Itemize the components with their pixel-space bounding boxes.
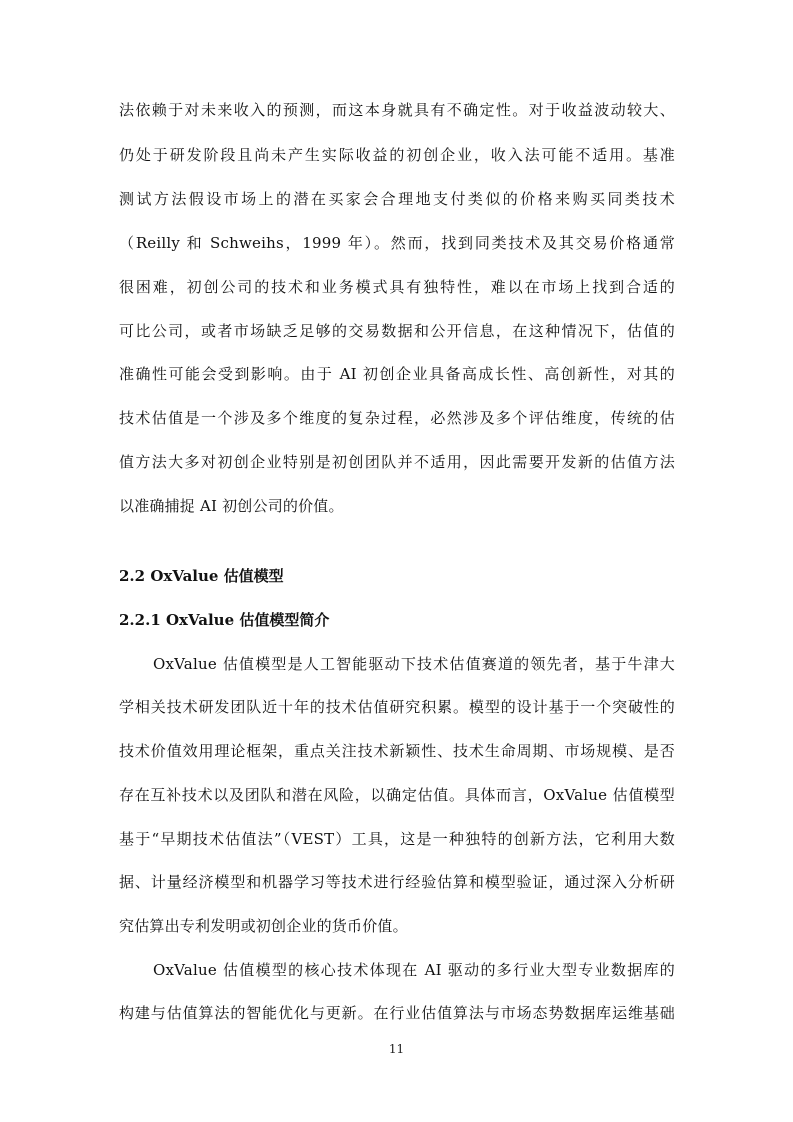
paragraph-2-line-4: 存在互补技术以及团队和潜在风险，以确定估值。具体而言，OxValue 估值模型 xyxy=(119,786,675,804)
paragraph-2-line-2: 学相关技术研发团队近十年的技术估值研究积累。模型的设计基于一个突破性的 xyxy=(119,698,675,716)
paragraph-2-line-1: OxValue 估值模型是人工智能驱动下技术估值赛道的领先者，基于牛津大 xyxy=(153,655,675,673)
paragraph-2-line-6: 据、计量经济模型和机器学习等技术进行经验估算和模型验证，通过深入分析研 xyxy=(119,873,675,891)
paragraph-1-line-10: 以准确捕捉 AI 初创公司的价值。 xyxy=(119,497,344,515)
paragraph-3-line-1: OxValue 估值模型的核心技术体现在 AI 驱动的多行业大型专业数据库的 xyxy=(153,961,675,979)
paragraph-1-line-3: 测试方法假设市场上的潜在买家会合理地支付类似的价格来购买同类技术 xyxy=(119,190,675,208)
section-heading: 2.2 OxValue 估值模型 xyxy=(119,567,284,585)
paragraph-1-line-4: （Reilly 和 Schweihs，1999 年）。然而，找到同类技术及其交易价格通常 xyxy=(119,234,675,252)
paragraph-1-line-8: 技术估值是一个涉及多个维度的复杂过程，必然涉及多个评估维度，传统的估 xyxy=(119,409,675,427)
paragraph-1-line-5: 很困难，初创公司的技术和业务模式具有独特性，难以在市场上找到合适的 xyxy=(119,278,675,296)
paragraph-2-line-7: 究估算出专利发明或初创企业的货币价值。 xyxy=(119,917,408,935)
paragraph-1-line-6: 可比公司，或者市场缺乏足够的交易数据和公开信息，在这种情况下，估值的 xyxy=(119,322,675,340)
paragraph-2-line-5: 基于“早期技术估值法”（VEST）工具，这是一种独特的创新方法，它利用大数 xyxy=(119,830,675,848)
subsection-heading: 2.2.1 OxValue 估值模型简介 xyxy=(119,611,330,629)
page-number: 11 xyxy=(388,1042,405,1056)
paragraph-1-line-7: 准确性可能会受到影响。由于 AI 初创企业具备高成长性、高创新性，对其的 xyxy=(119,365,675,383)
paragraph-2-line-3: 技术价值效用理论框架，重点关注技术新颖性、技术生命周期、市场规模、是否 xyxy=(119,742,675,760)
paragraph-1-line-1: 法依赖于对未来收入的预测，而这本身就具有不确定性。对于收益波动较大、 xyxy=(119,101,675,119)
paragraph-1-line-9: 值方法大多对初创企业特别是初创团队并不适用，因此需要开发新的估值方法 xyxy=(119,453,675,471)
paragraph-1-line-2: 仍处于研发阶段且尚未产生实际收益的初创企业，收入法可能不适用。基准 xyxy=(119,146,675,164)
paragraph-3-line-2: 构建与估值算法的智能优化与更新。在行业估值算法与市场态势数据库运维基础 xyxy=(119,1004,675,1022)
